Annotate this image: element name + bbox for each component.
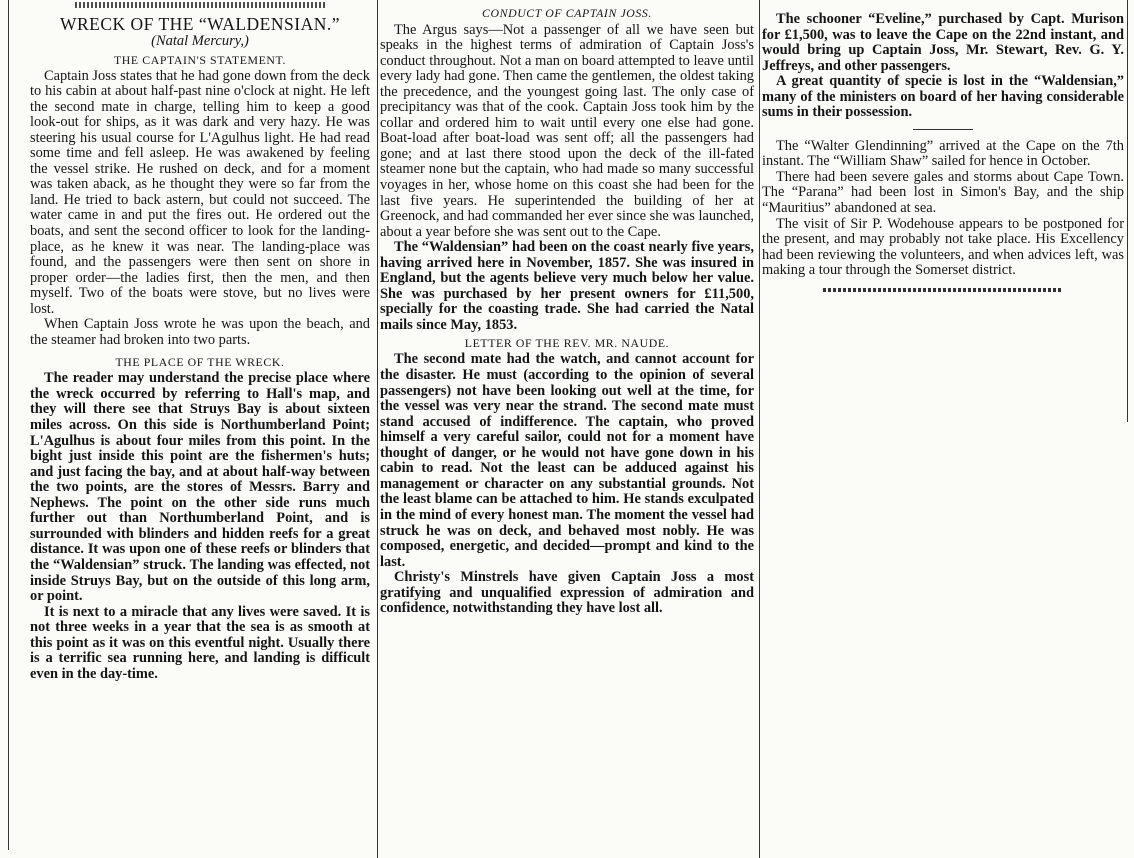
paragraph: A great quantity of specie is lost in the “Waldensian,” many of the ministers on board of her having considerable sums in their possession. — [762, 73, 1124, 121]
paragraph: It is next to a miracle that any lives were saved. It is not three weeks in a year that the sea is as smooth at this point as it was on this eventful night. Usually there is a terrific sea running here, and landing is difficult even in the day-time. — [30, 603, 370, 682]
top-ornamental-rule — [75, 2, 325, 8]
section-heading-place-of-wreck: THE PLACE OF THE WRECK. — [115, 355, 285, 370]
paragraph: The “Waldensian” had been on the coast nearly five years, having arrived here in November, 1857. She was insured in England, but the agents believe very much below her value. She was purchased by her present owners for £11,500, specially for the coasting trade. She had carried the Natal mails since May, 1853. — [380, 239, 754, 333]
article-source: (Natal Mercury,) — [151, 33, 249, 49]
article-title: WRECK OF THE “WALDENSIAN.” — [59, 14, 340, 34]
paragraph: Christy's Minstrels have given Captain Joss a most gratifying and unqualified expression of admiration and confidence, notwithstanding they have lost all. — [380, 569, 754, 617]
paragraph: When Captain Joss wrote he was upon the beach, and the steamer had broken into two parts. — [30, 316, 370, 348]
paragraph: The visit of Sir P. Wodehouse appears to be postponed for the present, and may probably not take place. His Excellency had been reviewing the volunteers, and when advices left, was making a tour through the Somerset district. — [762, 215, 1124, 279]
paragraph: The “Walter Glendinning” arrived at the Cape on the 7th instant. The “William Shaw” sailed for hence in October. — [762, 137, 1124, 170]
paragraph: The Argus says—Not a passenger of all we have seen but speaks in the highest terms of admiration of Captain Joss's conduct throughout. Not a man on board attempted to leave until every lady had gone. Then came the gentlemen, the oldest taking the precedence, and the youngest going last. The only case of precipitancy was that of the cook. Captain Joss took him by the collar and ordered him to wait until every one else had gone. Boat-load after boat-load was sent off; all the passengers had gone; and at last there stood upon the deck of the ill-fated steamer none but the captain, who had made so many successful voyages in her, whose home on this coast she had been for the last five years. He superintended the building of her at Greenock, and had commanded her ever since she was launched, about a year before she was sent out to the Cape. — [380, 21, 754, 240]
paragraph: Captain Joss states that he had gone down from the deck to his cabin at about half-past nine o'clock at night. He left the second mate in charge, telling him to keep a good look-out for ships, as it was dark and very hazy. He was steering his usual course for L'Agulhus light. He had read some time and fell asleep. He was awakened by feeling the vessel strike. He rushed on deck, and for a moment was taken aback, as he thought they were so far from the land. He tried to back astern, but could not succeed. The water came in and put the fires out. He ordered out the boats, and sent the second officer to look for the landing-place, as he knew it was near. The landing-place was found, and the passengers were then sent on shore in proper order—the ladies first, then the men, and then myself. Two of the boats were stove, but no lives were lost. — [30, 67, 370, 317]
column-3 — [762, 0, 1132, 858]
section-divider — [913, 129, 973, 130]
section-heading-letter: LETTER OF THE REV. MR. NAUDE. — [464, 336, 670, 351]
column-rule-1 — [377, 0, 378, 858]
column-1 — [8, 0, 374, 858]
section-heading-conduct: CONDUCT OF CAPTAIN JOSS. — [482, 6, 652, 20]
section-heading-captains-statement: THE CAPTAIN'S STATEMENT. — [113, 52, 287, 67]
column-2 — [380, 0, 760, 858]
paragraph: The schooner “Eveline,” purchased by Capt. Murison for £1,500, was to leave the Cape on the 22nd instant, and would bring up Captain Joss, Mr. Stewart, Rev. G. Y. Jeffreys, and other passengers. — [762, 11, 1124, 74]
paragraph: The reader may understand the precise place where the wreck occurred by referring to Hall's map, and they will there see that Struys Bay is about sixteen miles across. On this side is Northumberland Point; L'Agulhus is about four miles from this point. In the bight just inside this point are the fishermen's huts; and just facing the bay, and at about half-way between the two points, are the stores of Messrs. Barry and Nephews. The point on the other side runs much further out than Northumberland Point, and is surrounded with blinders and hidden reefs for a great distance. It was upon one of these reefs or blinders that the “Waldensian” struck. The landing was effected, not inside Struys Bay, but on the outside of this long arm, or point. — [30, 370, 370, 605]
paragraph: The second mate had the watch, and cannot account for the disaster. He must (according to the opinion of several passengers) not have been looking out well at the time, for the vessel was very near the strand. The second mate must stand accused of indifference. The captain, who proved himself a very careful sailor, could not for a moment have thought of danger, or he would not have gone down in his cabin to read. Not the least can be adduced against his management or character on any substantial grounds. Not the least blame can be attached to him. He stands exculpated in the mind of every honest man. The moment the vessel had struck he was on deck, and behaved most nobly. He was composed, energetic, and decided—prompt and kind to the last. — [380, 351, 754, 570]
end-ornamental-rule — [823, 288, 1063, 292]
paragraph: There had been severe gales and storms about Cape Town. The “Parana” had been lost in Simon's Bay, and the ship “Mauritius” abandoned at sea. — [762, 168, 1124, 217]
